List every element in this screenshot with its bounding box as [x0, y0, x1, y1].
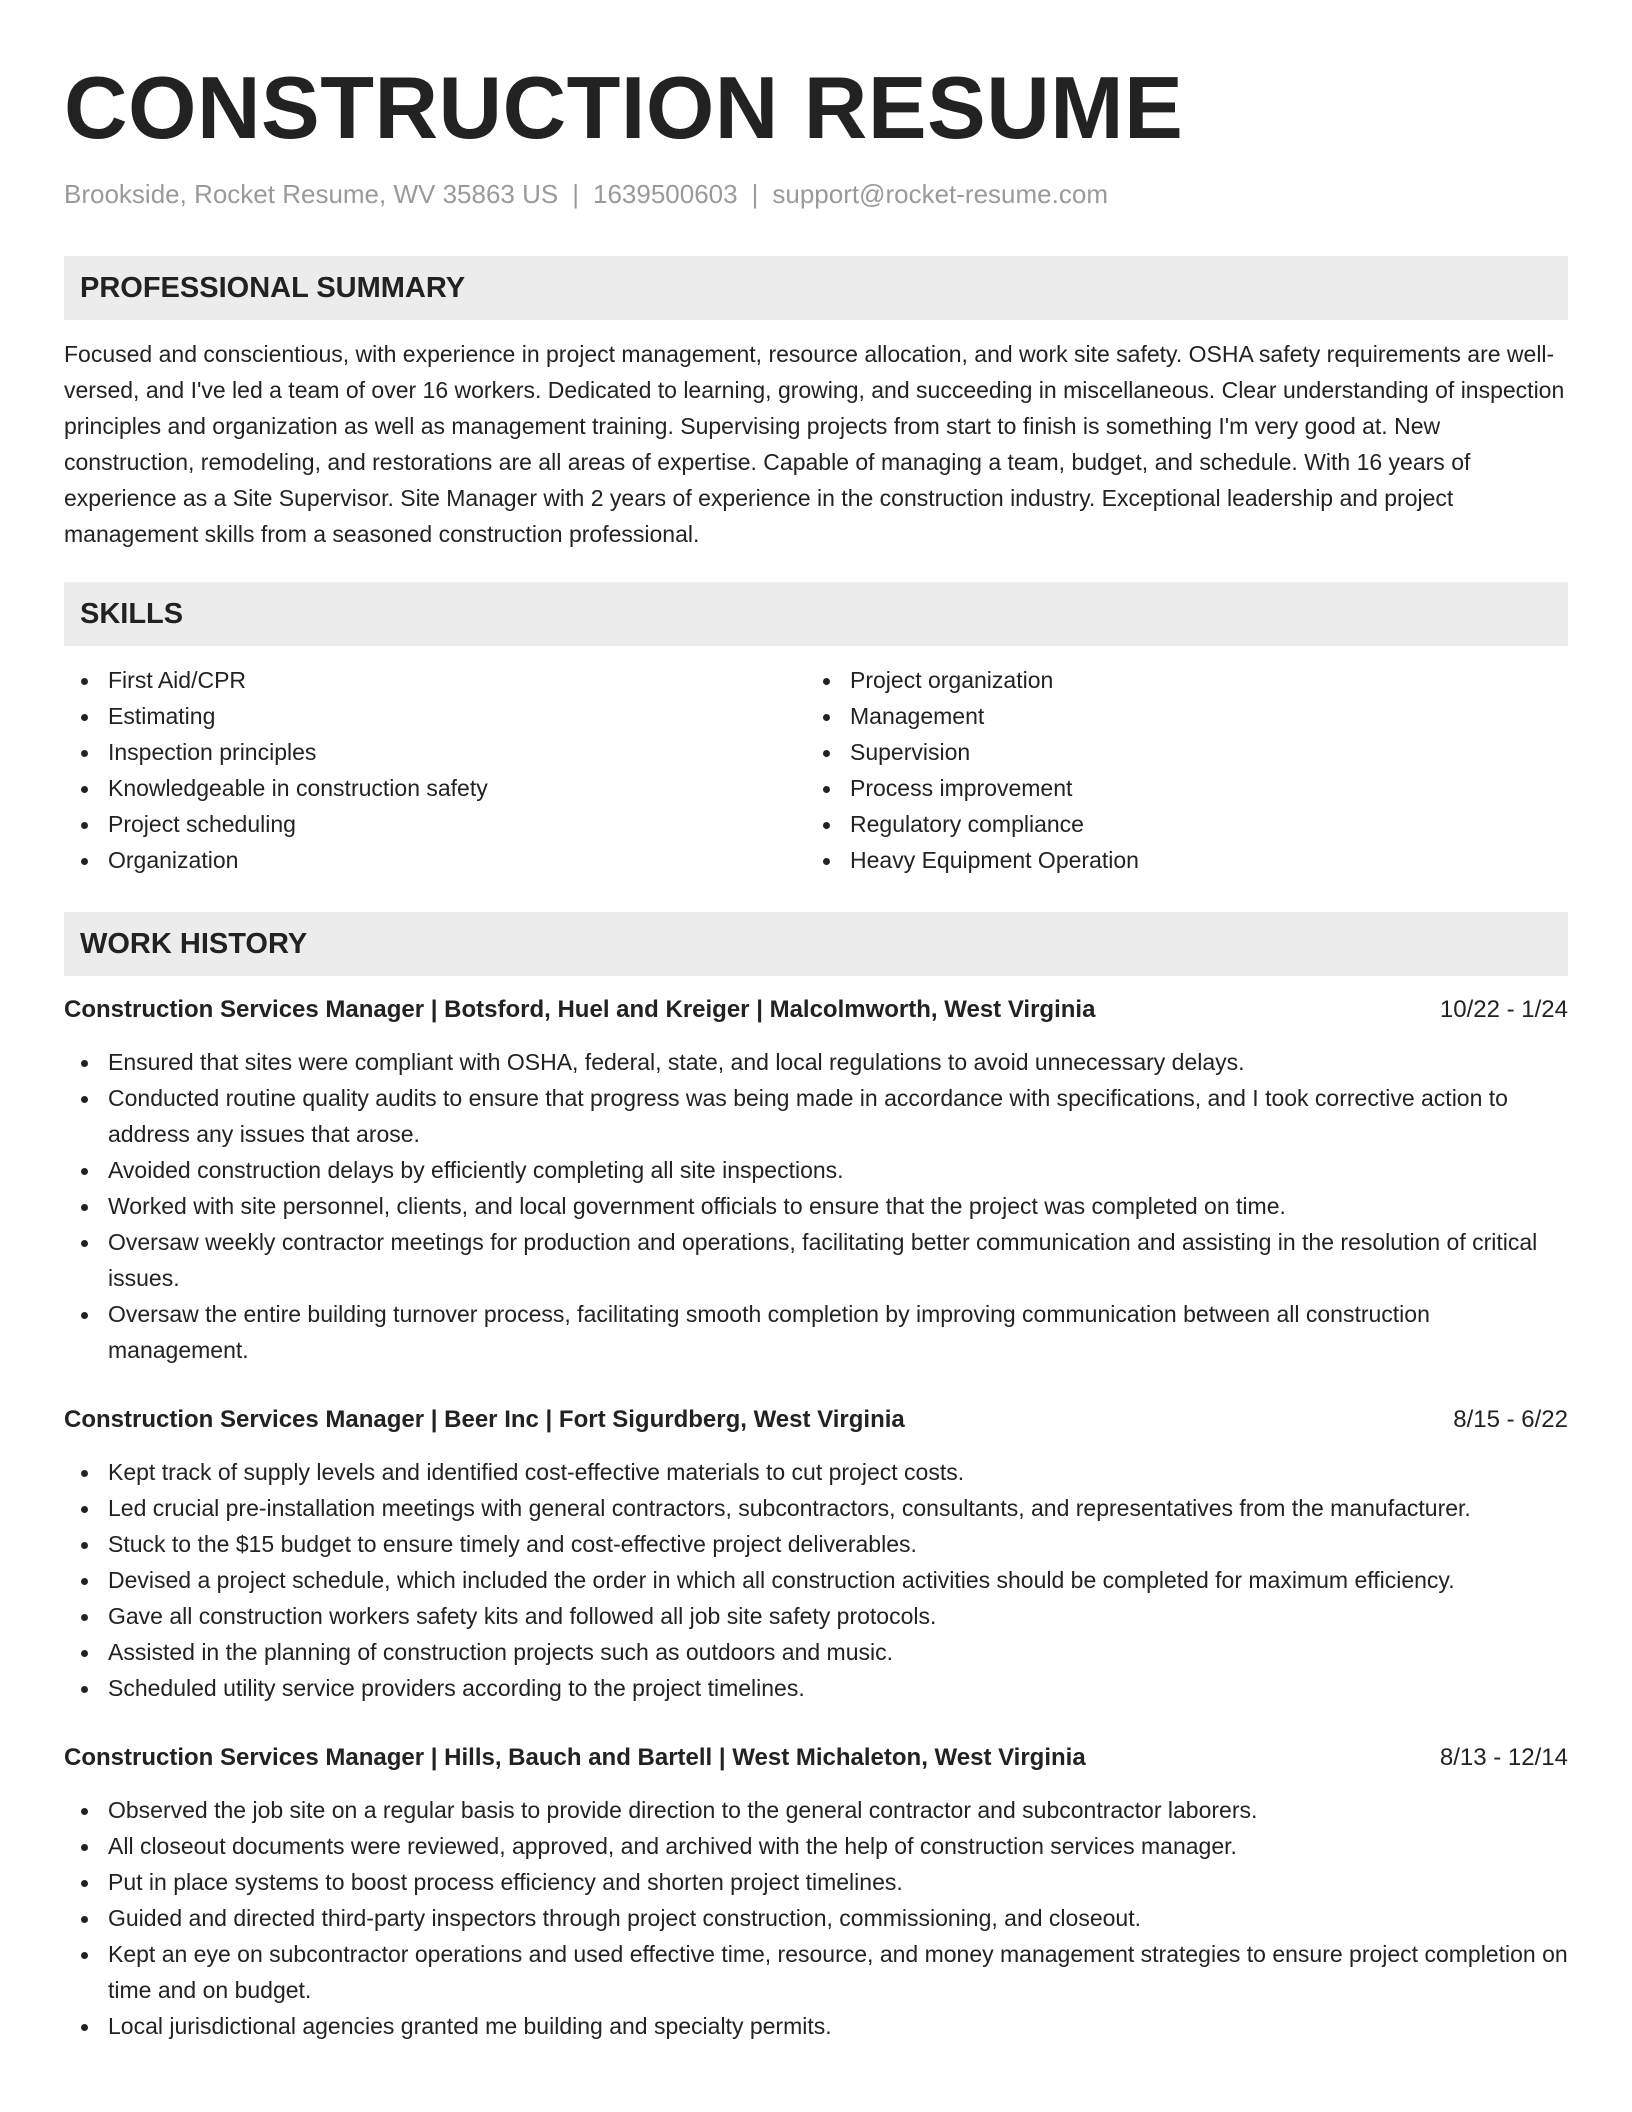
job-entry [64, 1402, 1568, 1706]
skill-item: Heavy Equipment Operation [806, 842, 1548, 878]
job-bullet: Kept track of supply levels and identified cost-effective materials to cut project costs. [64, 1454, 1568, 1490]
job-bullets [64, 1792, 1568, 2044]
job-bullet: Led crucial pre-installation meetings with general contractors, subcontractors, consultants, and representatives from the manufacturer. [64, 1490, 1568, 1526]
job-title: Construction Services Manager | Hills, Bauch and Bartell | West Michaleton, West Virginia [64, 1744, 1086, 1771]
skill-item: Project organization [806, 662, 1548, 698]
summary-text: Focused and conscientious, with experience in project management, resource allocation, and work site safety. OSHA safety requirements are well-versed, and I've led a team of over 16 workers. Dedicated to learning, growing, and succeeding in miscellaneous. Clear understanding of inspection principles and organization as well as management training. Supervising projects from start to finish is something I'm very good at. New construction, remodeling, and restorations are all areas of expertise. Capable of managing a team, budget, and schedule. With 16 years of experience as a Site Supervisor. Site Manager with 2 years of experience in the construction industry. Exceptional leadership and project management skills from a seasoned construction professional. [64, 341, 1565, 547]
skill-item: Estimating [64, 698, 806, 734]
resume-title: CONSTRUCTION RESUME [64, 58, 1184, 157]
skills-column-right [806, 662, 1548, 878]
job-bullet: Oversaw weekly contractor meetings for production and operations, facilitating better communication and assisting in the resolution of critical issues. [64, 1224, 1568, 1296]
contact-separator: | [751, 179, 759, 209]
job-entry [64, 1740, 1568, 2044]
job-bullet: Conducted routine quality audits to ensure that progress was being made in accordance with specifications, and I took corrective action to address any issues that arose. [64, 1080, 1568, 1152]
job-bullets [64, 1454, 1568, 1706]
job-dates: 8/13 - 12/14 [1439, 1744, 1568, 1771]
contact-email: support@rocket-resume.com [772, 179, 1108, 209]
contact-line [64, 176, 1568, 212]
job-title: Construction Services Manager | Beer Inc | Fort Sigurdberg, West Virginia [64, 1406, 905, 1433]
job-dates: 10/22 - 1/24 [1439, 996, 1568, 1023]
contact-location: Brookside, Rocket Resume, WV 35863 US [64, 179, 559, 209]
resume-page [64, 0, 1568, 2044]
skills-list [64, 662, 1568, 878]
section-header-skills: SKILLS [64, 582, 1568, 646]
job-bullet: All closeout documents were reviewed, approved, and archived with the help of construction services manager. [64, 1828, 1568, 1864]
job-bullet: Kept an eye on subcontractor operations and used effective time, resource, and money management strategies to ensure project completion on time and on budget. [64, 1936, 1568, 2008]
section-header-work-history: WORK HISTORY [64, 912, 1568, 976]
skill-item: Process improvement [806, 770, 1548, 806]
job-entry [64, 992, 1568, 1368]
job-title: Construction Services Manager | Botsford, Huel and Kreiger | Malcolmworth, West Virginia [64, 996, 1096, 1023]
job-bullet: Avoided construction delays by efficiently completing all site inspections. [64, 1152, 1568, 1188]
skill-item: Supervision [806, 734, 1548, 770]
skill-item: Knowledgeable in construction safety [64, 770, 806, 806]
skill-item: Regulatory compliance [806, 806, 1548, 842]
skill-item: First Aid/CPR [64, 662, 806, 698]
skill-item: Inspection principles [64, 734, 806, 770]
job-header [64, 1740, 1568, 1776]
skills-column-left [64, 662, 806, 878]
job-bullet: Observed the job site on a regular basis to provide direction to the general contractor and subcontractor laborers. [64, 1792, 1568, 1828]
job-dates: 8/15 - 6/22 [1453, 1406, 1568, 1433]
job-bullet: Local jurisdictional agencies granted me building and specialty permits. [64, 2008, 1568, 2044]
job-bullet: Guided and directed third-party inspectors through project construction, commissioning, and closeout. [64, 1900, 1568, 1936]
contact-separator: | [572, 179, 579, 209]
job-bullet: Put in place systems to boost process efficiency and shorten project timelines. [64, 1864, 1568, 1900]
section-header-summary: PROFESSIONAL SUMMARY [64, 256, 1568, 320]
job-bullet: Scheduled utility service providers according to the project timelines. [64, 1670, 1568, 1706]
job-bullet: Stuck to the $15 budget to ensure timely and cost-effective project deliverables. [64, 1526, 1568, 1562]
skill-item: Management [806, 698, 1548, 734]
job-bullet: Gave all construction workers safety kits and followed all job site safety protocols. [64, 1598, 1568, 1634]
skill-item: Organization [64, 842, 806, 878]
contact-phone: 1639500603 [592, 179, 738, 209]
job-bullets [64, 1044, 1568, 1368]
job-header [64, 992, 1568, 1028]
job-header [64, 1402, 1568, 1438]
job-bullet: Assisted in the planning of construction projects such as outdoors and music. [64, 1634, 1568, 1670]
job-bullet: Oversaw the entire building turnover process, facilitating smooth completion by improving communication between all construction management. [64, 1296, 1568, 1368]
job-bullet: Ensured that sites were compliant with OSHA, federal, state, and local regulations to avoid unnecessary delays. [64, 1044, 1568, 1080]
skill-item: Project scheduling [64, 806, 806, 842]
job-bullet: Devised a project schedule, which included the order in which all construction activities should be completed for maximum efficiency. [64, 1562, 1568, 1598]
job-bullet: Worked with site personnel, clients, and local government officials to ensure that the project was completed on time. [64, 1188, 1568, 1224]
